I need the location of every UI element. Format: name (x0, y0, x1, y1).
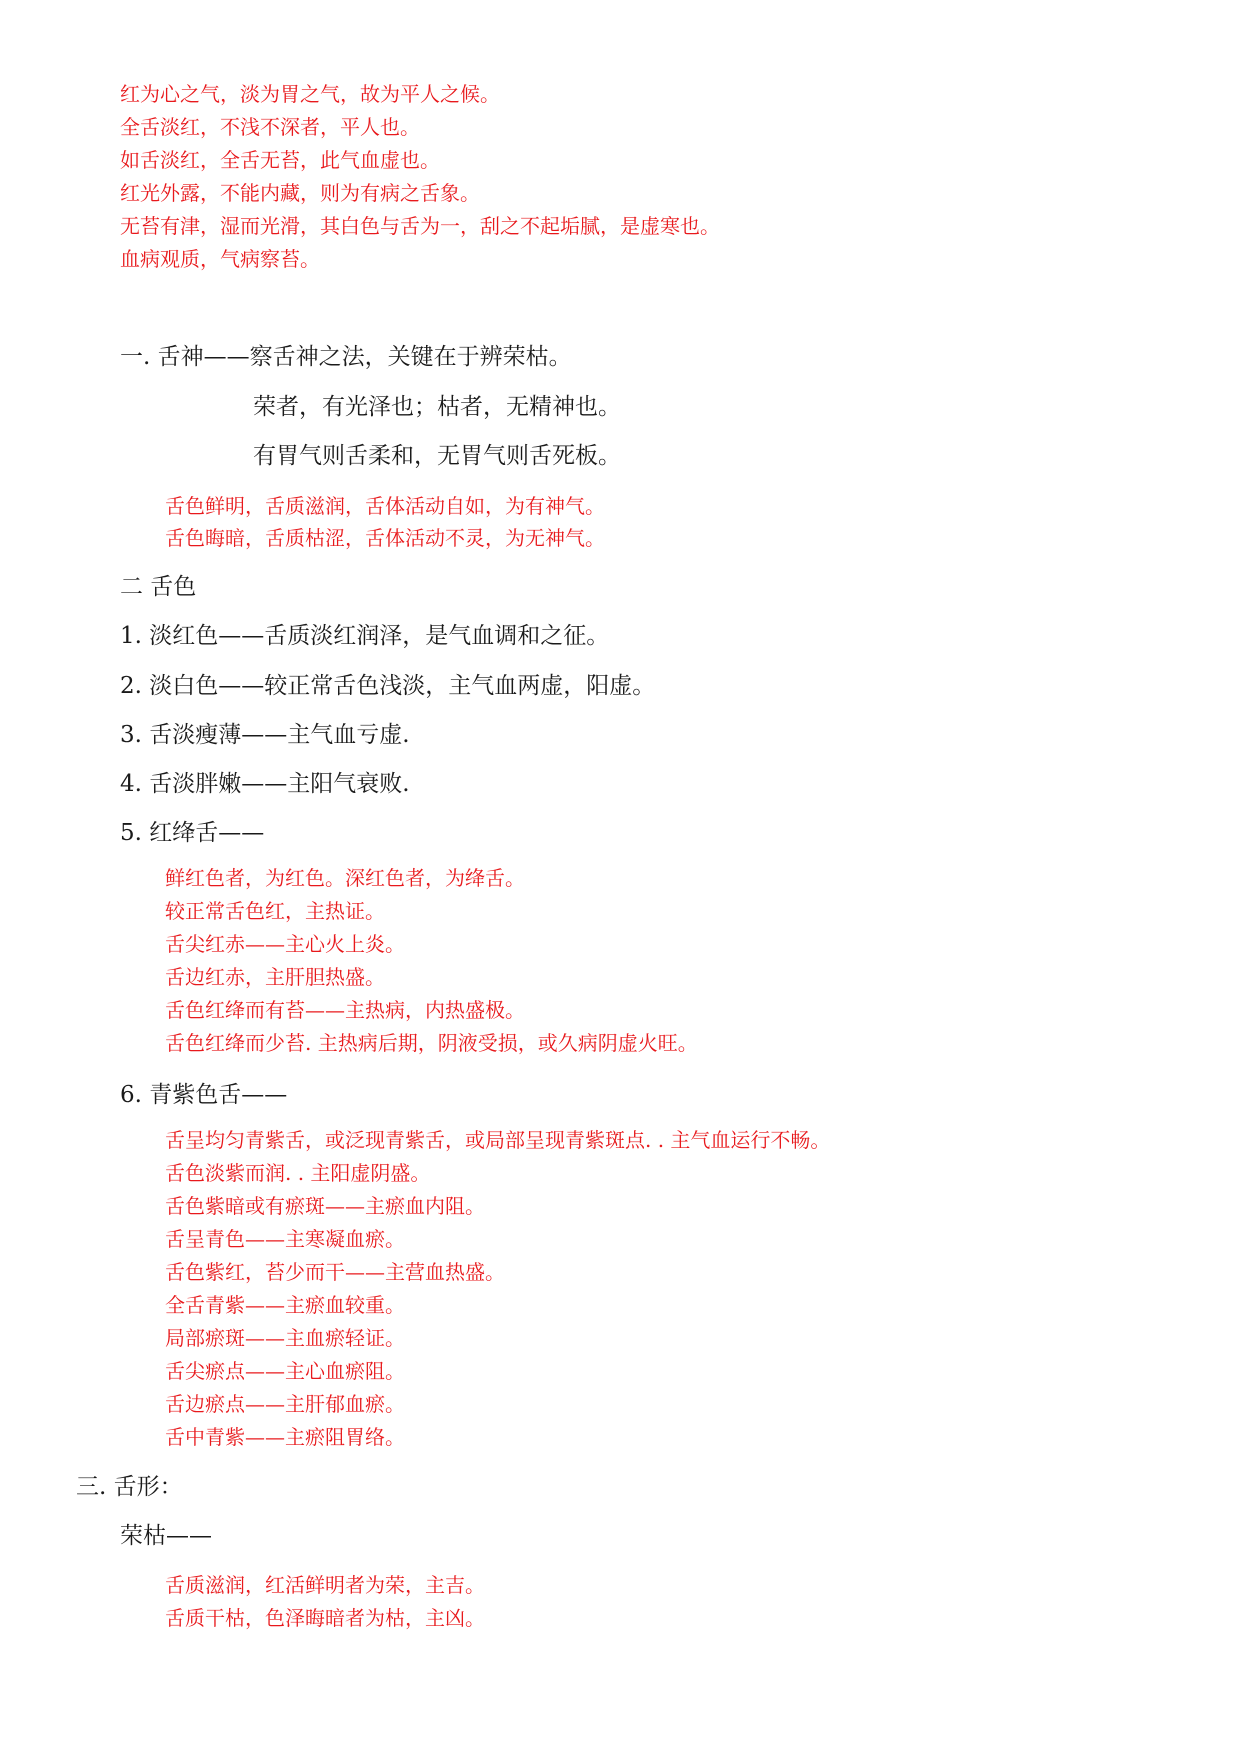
section3-note: 舌质滋润，红活鲜明者为荣，主吉。 (165, 1573, 485, 1597)
list-item: 5. 红绛舌—— (120, 820, 265, 846)
section1-sub: 荣者，有光泽也；枯者，无精神也。 (253, 394, 621, 420)
section1-sub: 有胃气则舌柔和，无胃气则舌死板。 (253, 443, 621, 469)
intro-line: 血病观质，气病察苔。 (120, 247, 320, 271)
red-note: 鲜红色者，为红色。深红色者，为绛舌。 (165, 866, 525, 890)
list-item: 6. 青紫色舌—— (120, 1082, 288, 1108)
section1-note: 舌色晦暗，舌质枯涩，舌体活动不灵，为无神气。 (165, 526, 605, 550)
red-note: 舌边红赤，主肝胆热盛。 (165, 965, 385, 989)
section3-sub: 荣枯—— (120, 1523, 212, 1549)
red-note: 舌尖红赤——主心火上炎。 (165, 932, 405, 956)
intro-line: 无苔有津，湿而光滑，其白色与舌为一，刮之不起垢腻，是虚寒也。 (120, 214, 720, 238)
purple-note: 舌呈均匀青紫舌，或泛现青紫舌，或局部呈现青紫斑点. . 主气血运行不畅。 (165, 1128, 831, 1152)
red-note: 舌色红绛而少苔. 主热病后期，阴液受损，或久病阴虚火旺。 (165, 1031, 698, 1055)
purple-note: 舌色紫暗或有瘀斑——主瘀血内阻。 (165, 1194, 485, 1218)
purple-note: 全舌青紫——主瘀血较重。 (165, 1293, 405, 1317)
list-item: 3. 舌淡瘦薄——主气血亏虚. (120, 722, 410, 748)
section1-note: 舌色鲜明，舌质滋润，舌体活动自如，为有神气。 (165, 494, 605, 518)
intro-line: 红为心之气，淡为胃之气，故为平人之候。 (120, 82, 500, 106)
purple-note: 舌尖瘀点——主心血瘀阻。 (165, 1359, 405, 1383)
purple-note: 舌边瘀点——主肝郁血瘀。 (165, 1392, 405, 1416)
section3-note: 舌质干枯，色泽晦暗者为枯，主凶。 (165, 1606, 485, 1630)
section1-heading: 一. 舌神——察舌神之法，关键在于辨荣枯。 (120, 344, 572, 370)
list-item: 2. 淡白色——较正常舌色浅淡，主气血两虚，阳虚。 (120, 673, 656, 699)
red-note: 较正常舌色红，主热证。 (165, 899, 385, 923)
purple-note: 舌色淡紫而润. . 主阳虚阴盛。 (165, 1161, 431, 1185)
purple-note: 舌呈青色——主寒凝血瘀。 (165, 1227, 405, 1251)
section3-heading: 三. 舌形： (76, 1474, 183, 1500)
purple-note: 局部瘀斑——主血瘀轻证。 (165, 1326, 405, 1350)
purple-note: 舌色紫红，苔少而干——主营血热盛。 (165, 1260, 505, 1284)
list-item: 1. 淡红色——舌质淡红润泽，是气血调和之征。 (120, 623, 610, 649)
intro-line: 红光外露，不能内藏，则为有病之舌象。 (120, 181, 480, 205)
red-note: 舌色红绛而有苔——主热病，内热盛极。 (165, 998, 525, 1022)
list-item: 4. 舌淡胖嫩——主阳气衰败. (120, 771, 410, 797)
purple-note: 舌中青紫——主瘀阻胃络。 (165, 1425, 405, 1449)
intro-line: 如舌淡红，全舌无苔，此气血虚也。 (120, 148, 440, 172)
section2-heading: 二 舌色 (120, 574, 197, 600)
intro-line: 全舌淡红，不浅不深者，平人也。 (120, 115, 420, 139)
